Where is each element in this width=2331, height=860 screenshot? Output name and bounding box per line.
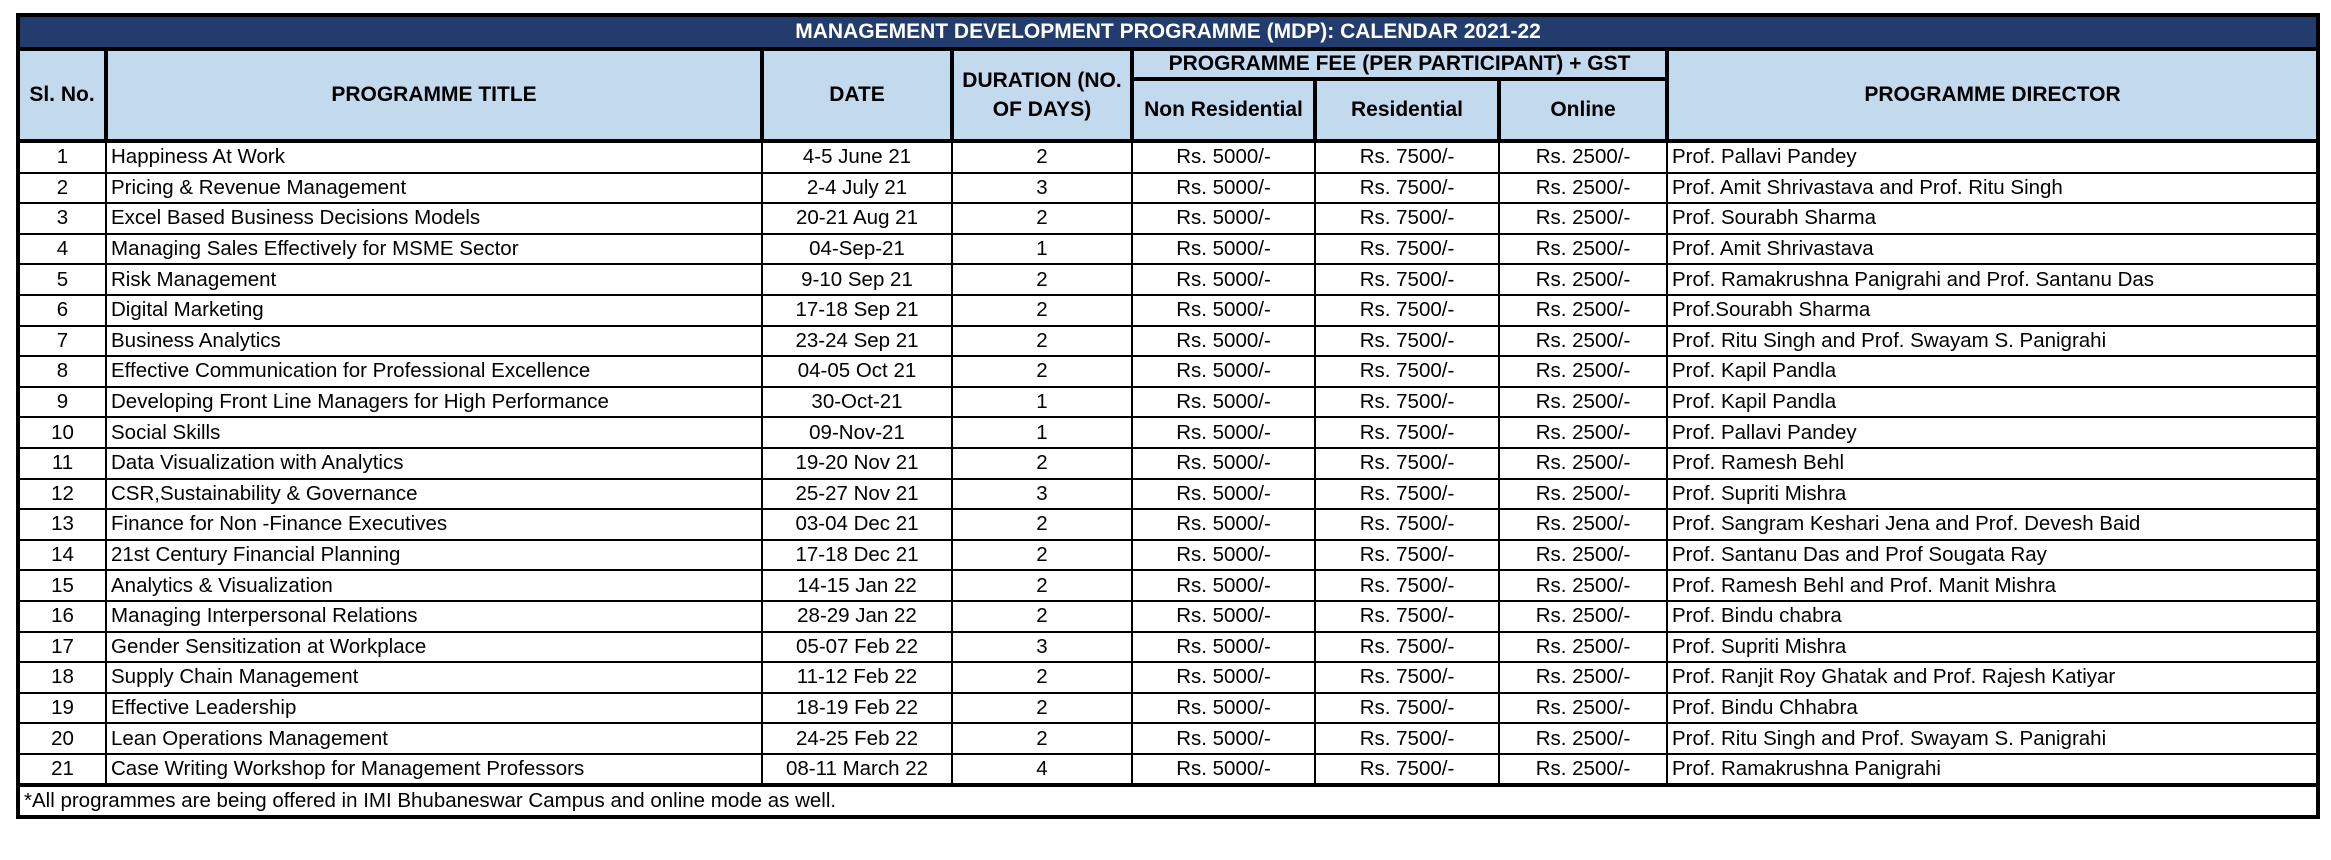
table-row <box>18 632 2318 663</box>
cell-date: 4-5 June 21 <box>762 141 952 173</box>
cell-director: Prof. Ramakrushna Panigrahi and Prof. Santanu Das <box>1667 264 2318 295</box>
table-row <box>18 417 2318 448</box>
cell-fee-residential: Rs. 7500/- <box>1315 295 1499 326</box>
cell-date: 11-12 Feb 22 <box>762 662 952 693</box>
cell-programme-title: Managing Sales Effectively for MSME Sector <box>106 234 762 265</box>
cell-director: Prof. Pallavi Pandey <box>1667 417 2318 448</box>
cell-fee-online: Rs. 2500/- <box>1499 387 1667 418</box>
cell-date: 17-18 Sep 21 <box>762 295 952 326</box>
cell-fee-non-residential: Rs. 5000/- <box>1132 203 1315 234</box>
cell-fee-online: Rs. 2500/- <box>1499 295 1667 326</box>
cell-director: Prof. Supriti Mishra <box>1667 479 2318 510</box>
cell-fee-online: Rs. 2500/- <box>1499 754 1667 786</box>
cell-sl-no: 10 <box>18 417 106 448</box>
cell-date: 14-15 Jan 22 <box>762 570 952 601</box>
cell-duration: 2 <box>952 540 1132 571</box>
cell-duration: 2 <box>952 203 1132 234</box>
table-row <box>18 295 2318 326</box>
cell-fee-residential: Rs. 7500/- <box>1315 203 1499 234</box>
cell-sl-no: 5 <box>18 264 106 295</box>
cell-programme-title: Finance for Non -Finance Executives <box>106 509 762 540</box>
cell-sl-no: 6 <box>18 295 106 326</box>
cell-sl-no: 7 <box>18 326 106 357</box>
cell-director: Prof. Ramesh Behl <box>1667 448 2318 479</box>
cell-programme-title: Lean Operations Management <box>106 723 762 754</box>
table-row <box>18 754 2318 786</box>
table-body <box>18 141 2318 785</box>
cell-fee-non-residential: Rs. 5000/- <box>1132 264 1315 295</box>
cell-programme-title: Risk Management <box>106 264 762 295</box>
cell-fee-online: Rs. 2500/- <box>1499 448 1667 479</box>
cell-duration: 3 <box>952 632 1132 663</box>
cell-fee-online: Rs. 2500/- <box>1499 723 1667 754</box>
cell-sl-no: 15 <box>18 570 106 601</box>
table-row <box>18 540 2318 571</box>
cell-fee-residential: Rs. 7500/- <box>1315 570 1499 601</box>
cell-sl-no: 18 <box>18 662 106 693</box>
cell-programme-title: Data Visualization with Analytics <box>106 448 762 479</box>
cell-duration: 3 <box>952 479 1132 510</box>
cell-date: 08-11 March 22 <box>762 754 952 786</box>
table-row <box>18 662 2318 693</box>
cell-date: 09-Nov-21 <box>762 417 952 448</box>
cell-duration: 2 <box>952 448 1132 479</box>
cell-programme-title: Digital Marketing <box>106 295 762 326</box>
cell-programme-title: Supply Chain Management <box>106 662 762 693</box>
header-residential: Residential <box>1315 79 1499 141</box>
cell-date: 23-24 Sep 21 <box>762 326 952 357</box>
table-row <box>18 173 2318 204</box>
cell-director: Prof. Santanu Das and Prof Sougata Ray <box>1667 540 2318 571</box>
cell-sl-no: 14 <box>18 540 106 571</box>
cell-director: Prof. Amit Shrivastava <box>1667 234 2318 265</box>
cell-fee-residential: Rs. 7500/- <box>1315 693 1499 724</box>
cell-director: Prof. Supriti Mishra <box>1667 632 2318 663</box>
cell-fee-non-residential: Rs. 5000/- <box>1132 479 1315 510</box>
cell-duration: 2 <box>952 570 1132 601</box>
cell-duration: 2 <box>952 326 1132 357</box>
cell-fee-non-residential: Rs. 5000/- <box>1132 173 1315 204</box>
cell-duration: 2 <box>952 509 1132 540</box>
mdp-calendar <box>16 13 2316 819</box>
cell-date: 04-05 Oct 21 <box>762 356 952 387</box>
cell-director: Prof.Sourabh Sharma <box>1667 295 2318 326</box>
cell-programme-title: Effective Communication for Professional Excellence <box>106 356 762 387</box>
table-row <box>18 479 2318 510</box>
header-director: PROGRAMME DIRECTOR <box>1667 49 2318 141</box>
cell-fee-residential: Rs. 7500/- <box>1315 356 1499 387</box>
cell-fee-residential: Rs. 7500/- <box>1315 540 1499 571</box>
cell-fee-online: Rs. 2500/- <box>1499 632 1667 663</box>
cell-programme-title: Business Analytics <box>106 326 762 357</box>
cell-fee-residential: Rs. 7500/- <box>1315 632 1499 663</box>
cell-programme-title: Gender Sensitization at Workplace <box>106 632 762 663</box>
cell-duration: 2 <box>952 141 1132 173</box>
cell-sl-no: 13 <box>18 509 106 540</box>
cell-fee-non-residential: Rs. 5000/- <box>1132 540 1315 571</box>
cell-fee-non-residential: Rs. 5000/- <box>1132 234 1315 265</box>
cell-fee-non-residential: Rs. 5000/- <box>1132 326 1315 357</box>
cell-fee-residential: Rs. 7500/- <box>1315 417 1499 448</box>
header-online: Online <box>1499 79 1667 141</box>
cell-sl-no: 2 <box>18 173 106 204</box>
table-row <box>18 570 2318 601</box>
table-row <box>18 723 2318 754</box>
cell-fee-online: Rs. 2500/- <box>1499 601 1667 632</box>
cell-fee-online: Rs. 2500/- <box>1499 417 1667 448</box>
cell-programme-title: Developing Front Line Managers for High Performance <box>106 387 762 418</box>
cell-fee-non-residential: Rs. 5000/- <box>1132 356 1315 387</box>
cell-fee-online: Rs. 2500/- <box>1499 662 1667 693</box>
header-fee-group: PROGRAMME FEE (PER PARTICIPANT) + GST <box>1132 49 1667 79</box>
cell-fee-online: Rs. 2500/- <box>1499 264 1667 295</box>
cell-fee-online: Rs. 2500/- <box>1499 356 1667 387</box>
cell-director: Prof. Amit Shrivastava and Prof. Ritu Singh <box>1667 173 2318 204</box>
table-row <box>18 356 2318 387</box>
cell-fee-non-residential: Rs. 5000/- <box>1132 662 1315 693</box>
footnote: *All programmes are being offered in IMI Bhubaneswar Campus and online mode as well. <box>18 785 2318 817</box>
cell-date: 2-4 July 21 <box>762 173 952 204</box>
table-row <box>18 203 2318 234</box>
cell-sl-no: 20 <box>18 723 106 754</box>
header-duration: DURATION (NO. OF DAYS) <box>952 49 1132 141</box>
cell-fee-residential: Rs. 7500/- <box>1315 448 1499 479</box>
cell-date: 04-Sep-21 <box>762 234 952 265</box>
cell-programme-title: 21st Century Financial Planning <box>106 540 762 571</box>
mdp-calendar-table <box>16 13 2320 819</box>
cell-fee-online: Rs. 2500/- <box>1499 479 1667 510</box>
table-row <box>18 509 2318 540</box>
cell-fee-online: Rs. 2500/- <box>1499 509 1667 540</box>
table-row <box>18 693 2318 724</box>
cell-duration: 2 <box>952 264 1132 295</box>
cell-sl-no: 21 <box>18 754 106 786</box>
cell-date: 18-19 Feb 22 <box>762 693 952 724</box>
page-title: MANAGEMENT DEVELOPMENT PROGRAMME (MDP): CALENDAR 2021-22 <box>18 15 2318 49</box>
cell-fee-residential: Rs. 7500/- <box>1315 509 1499 540</box>
cell-programme-title: CSR,Sustainability & Governance <box>106 479 762 510</box>
cell-fee-residential: Rs. 7500/- <box>1315 264 1499 295</box>
cell-fee-residential: Rs. 7500/- <box>1315 723 1499 754</box>
cell-sl-no: 9 <box>18 387 106 418</box>
cell-fee-non-residential: Rs. 5000/- <box>1132 723 1315 754</box>
cell-duration: 1 <box>952 387 1132 418</box>
cell-fee-residential: Rs. 7500/- <box>1315 479 1499 510</box>
cell-duration: 4 <box>952 754 1132 786</box>
cell-fee-online: Rs. 2500/- <box>1499 234 1667 265</box>
cell-fee-non-residential: Rs. 5000/- <box>1132 509 1315 540</box>
table-row <box>18 448 2318 479</box>
cell-duration: 2 <box>952 662 1132 693</box>
cell-duration: 2 <box>952 601 1132 632</box>
cell-programme-title: Effective Leadership <box>106 693 762 724</box>
cell-director: Prof. Ritu Singh and Prof. Swayam S. Panigrahi <box>1667 723 2318 754</box>
cell-duration: 1 <box>952 234 1132 265</box>
cell-programme-title: Excel Based Business Decisions Models <box>106 203 762 234</box>
cell-programme-title: Case Writing Workshop for Management Professors <box>106 754 762 786</box>
cell-programme-title: Pricing & Revenue Management <box>106 173 762 204</box>
cell-date: 20-21 Aug 21 <box>762 203 952 234</box>
cell-fee-non-residential: Rs. 5000/- <box>1132 295 1315 326</box>
cell-fee-online: Rs. 2500/- <box>1499 203 1667 234</box>
cell-sl-no: 4 <box>18 234 106 265</box>
title-row <box>18 15 2318 49</box>
cell-date: 05-07 Feb 22 <box>762 632 952 663</box>
cell-director: Prof. Bindu Chhabra <box>1667 693 2318 724</box>
cell-fee-non-residential: Rs. 5000/- <box>1132 632 1315 663</box>
cell-date: 30-Oct-21 <box>762 387 952 418</box>
note-row <box>18 785 2318 817</box>
cell-date: 19-20 Nov 21 <box>762 448 952 479</box>
cell-fee-non-residential: Rs. 5000/- <box>1132 693 1315 724</box>
cell-fee-non-residential: Rs. 5000/- <box>1132 448 1315 479</box>
cell-programme-title: Happiness At Work <box>106 141 762 173</box>
cell-fee-online: Rs. 2500/- <box>1499 540 1667 571</box>
cell-director: Prof. Sangram Keshari Jena and Prof. Devesh Baid <box>1667 509 2318 540</box>
cell-fee-non-residential: Rs. 5000/- <box>1132 570 1315 601</box>
cell-fee-non-residential: Rs. 5000/- <box>1132 754 1315 786</box>
table-row <box>18 387 2318 418</box>
header-programme-title: PROGRAMME TITLE <box>106 49 762 141</box>
cell-director: Prof. Ramesh Behl and Prof. Manit Mishra <box>1667 570 2318 601</box>
cell-date: 17-18 Dec 21 <box>762 540 952 571</box>
cell-date: 9-10 Sep 21 <box>762 264 952 295</box>
cell-fee-residential: Rs. 7500/- <box>1315 662 1499 693</box>
cell-director: Prof. Kapil Pandla <box>1667 356 2318 387</box>
cell-fee-residential: Rs. 7500/- <box>1315 234 1499 265</box>
cell-director: Prof. Kapil Pandla <box>1667 387 2318 418</box>
table-row <box>18 141 2318 173</box>
cell-duration: 2 <box>952 693 1132 724</box>
cell-sl-no: 17 <box>18 632 106 663</box>
cell-sl-no: 11 <box>18 448 106 479</box>
cell-fee-online: Rs. 2500/- <box>1499 141 1667 173</box>
cell-fee-online: Rs. 2500/- <box>1499 173 1667 204</box>
table-row <box>18 601 2318 632</box>
cell-fee-residential: Rs. 7500/- <box>1315 173 1499 204</box>
cell-duration: 2 <box>952 723 1132 754</box>
table-row <box>18 264 2318 295</box>
cell-date: 03-04 Dec 21 <box>762 509 952 540</box>
cell-programme-title: Analytics & Visualization <box>106 570 762 601</box>
cell-programme-title: Social Skills <box>106 417 762 448</box>
table-row <box>18 326 2318 357</box>
cell-fee-online: Rs. 2500/- <box>1499 326 1667 357</box>
cell-director: Prof. Ranjit Roy Ghatak and Prof. Rajesh Katiyar <box>1667 662 2318 693</box>
cell-sl-no: 3 <box>18 203 106 234</box>
cell-duration: 2 <box>952 295 1132 326</box>
table-row <box>18 234 2318 265</box>
cell-director: Prof. Bindu chabra <box>1667 601 2318 632</box>
header-sl-no: Sl. No. <box>18 49 106 141</box>
cell-sl-no: 1 <box>18 141 106 173</box>
cell-programme-title: Managing Interpersonal Relations <box>106 601 762 632</box>
header-non-residential: Non Residential <box>1132 79 1315 141</box>
cell-fee-non-residential: Rs. 5000/- <box>1132 417 1315 448</box>
cell-director: Prof. Ritu Singh and Prof. Swayam S. Panigrahi <box>1667 326 2318 357</box>
cell-fee-non-residential: Rs. 5000/- <box>1132 601 1315 632</box>
cell-fee-non-residential: Rs. 5000/- <box>1132 387 1315 418</box>
cell-date: 25-27 Nov 21 <box>762 479 952 510</box>
cell-director: Prof. Sourabh Sharma <box>1667 203 2318 234</box>
cell-director: Prof. Ramakrushna Panigrahi <box>1667 754 2318 786</box>
cell-duration: 2 <box>952 356 1132 387</box>
cell-fee-residential: Rs. 7500/- <box>1315 141 1499 173</box>
cell-date: 24-25 Feb 22 <box>762 723 952 754</box>
cell-sl-no: 19 <box>18 693 106 724</box>
header-row-1 <box>18 49 2318 79</box>
cell-fee-residential: Rs. 7500/- <box>1315 326 1499 357</box>
cell-sl-no: 16 <box>18 601 106 632</box>
header-date: DATE <box>762 49 952 141</box>
cell-duration: 1 <box>952 417 1132 448</box>
cell-director: Prof. Pallavi Pandey <box>1667 141 2318 173</box>
cell-fee-online: Rs. 2500/- <box>1499 693 1667 724</box>
cell-sl-no: 8 <box>18 356 106 387</box>
cell-fee-residential: Rs. 7500/- <box>1315 601 1499 632</box>
cell-fee-non-residential: Rs. 5000/- <box>1132 141 1315 173</box>
cell-fee-residential: Rs. 7500/- <box>1315 754 1499 786</box>
cell-fee-residential: Rs. 7500/- <box>1315 387 1499 418</box>
cell-fee-online: Rs. 2500/- <box>1499 570 1667 601</box>
cell-sl-no: 12 <box>18 479 106 510</box>
cell-duration: 3 <box>952 173 1132 204</box>
cell-date: 28-29 Jan 22 <box>762 601 952 632</box>
